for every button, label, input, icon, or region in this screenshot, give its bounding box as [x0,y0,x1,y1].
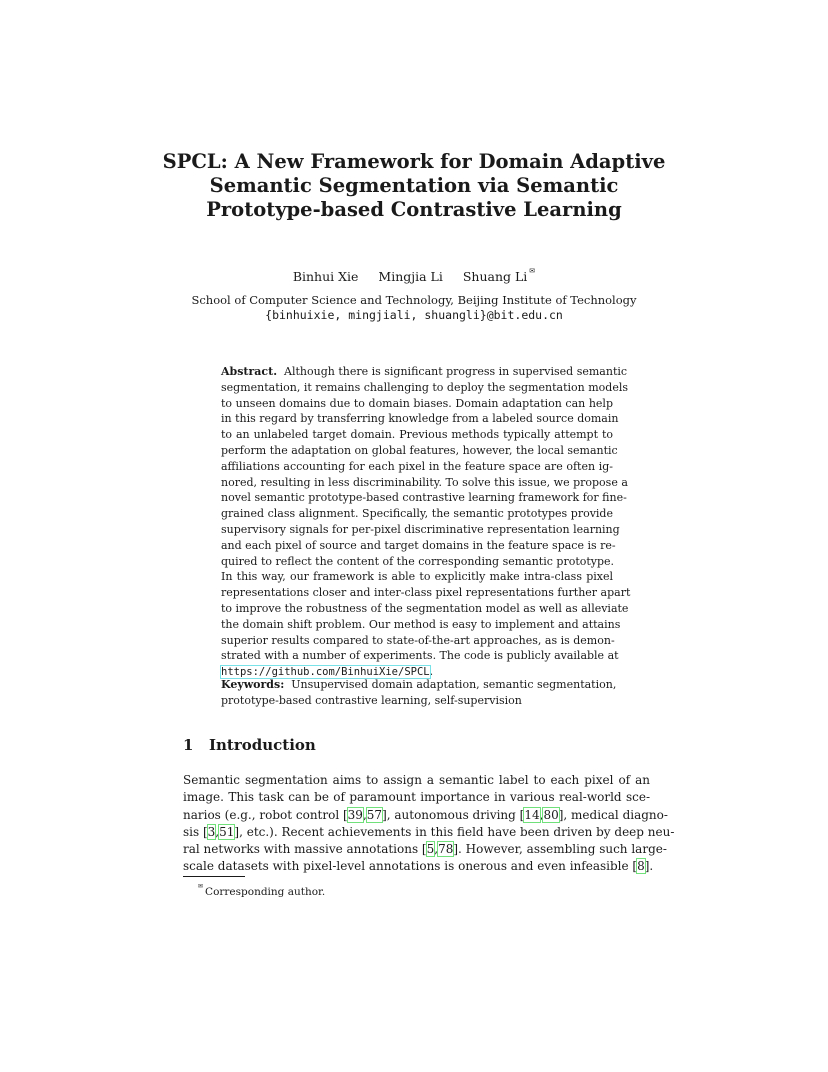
citation-link[interactable]: 80 [543,807,559,822]
body-line: ral networks with massive annotations [5,78]. However, assembling such large- [183,842,667,857]
footnote-text: Corresponding author. [205,886,326,898]
code-link[interactable]: https://github.com/BinhuiXie/SPCL [221,666,430,679]
abstract-line: superior results compared to state-of-the-art approaches, as is demon- [221,633,615,647]
abstract-line: supervisory signals for per-pixel discriminative representation learning [221,522,620,536]
abstract-line: segmentation, it remains challenging to deploy the segmentation models [221,380,628,394]
abstract-line: representations closer and inter-class pixel representations further apart [221,586,631,600]
envelope-icon: ✉ [198,883,204,890]
abstract-line: the domain shift problem. Our method is easy to implement and attains [221,617,621,631]
citation-link[interactable]: 3 [207,824,216,839]
footnote [198,880,325,899]
author-emails: {binhuixie, mingjiali, shuangli}@bit.edu.cn [265,308,563,322]
abstract-line: In this way, our framework is able to explicitly make intra-class pixel [221,570,613,584]
title-line-3: Prototype-based Contrastive Learning [206,198,622,221]
citation-link[interactable]: 8 [637,859,645,874]
abstract-line: novel semantic prototype-based contrastive learning framework for fine- [221,491,627,505]
citation-link[interactable]: 39 [347,807,363,822]
envelope-icon: ✉ [529,267,536,275]
section-heading [183,735,316,755]
author-3 [463,269,535,284]
abstract-line: grained class alignment. Specifically, the semantic prototypes provide [221,507,613,521]
paper-title [150,150,678,222]
intro-paragraph [183,772,675,876]
affiliation: School of Computer Science and Technology, Beijing Institute of Technology [191,293,637,307]
abstract-line: to unseen domains due to domain biases. Domain adaptation can help [221,396,613,410]
abstract-line: to improve the robustness of the segmentation model as well as alleviate [221,601,629,615]
abstract-line: strated with a number of experiments. The code is publicly available at [221,649,619,663]
section-title: Introduction [209,736,316,754]
body-line: image. This task can be of paramount importance in various real-world sce- [183,790,650,805]
abstract-line: in this regard by transferring knowledge from a labeled source domain [221,412,619,426]
keywords [221,677,617,709]
footnote-rule [183,876,245,877]
author-2: Mingjia Li [378,269,443,284]
author-3-name: Shuang Li [462,269,528,284]
abstract-line: and each pixel of source and target domains in the feature space is re- [221,538,616,552]
abstract-line: quired to reflect the content of the corresponding semantic prototype. [221,554,615,568]
abstract-line: nored, resulting in less discriminability. To solve this issue, we propose a [221,475,628,489]
citation-link[interactable]: 57 [366,807,383,822]
title-line-2: Semantic Segmentation via Semantic [209,174,619,197]
citation-link[interactable]: 78 [438,842,454,857]
keywords-line: Keywords: Unsupervised domain adaptation, semantic segmentation, [221,678,617,691]
abstract-line: Abstract. Although there is significant progress in supervised semantic [221,365,628,378]
citation-link[interactable]: 5 [426,842,435,857]
author-1: Binhui Xie [292,269,359,284]
abstract [221,364,631,680]
citation-link[interactable]: 14 [524,807,540,822]
abstract-line: perform the adaptation on global features, however, the local semantic [221,443,618,457]
abstract-line: https://github.com/BinhuiXie/SPCL. [221,665,434,679]
abstract-line: affiliations accounting for each pixel in the feature space are often ig- [221,459,613,473]
body-line: sis [3,51], etc.). Recent achievements in this field have been driven by deep neu- [183,824,675,839]
abstract-line: to an unlabeled target domain. Previous methods typically attempt to [221,428,613,442]
section-number: 1 [183,736,194,754]
keywords-label: Keywords: [221,678,285,691]
citation-link[interactable]: 51 [219,824,235,839]
abstract-label: Abstract. [221,365,278,378]
title-line-1: SPCL: A New Framework for Domain Adaptive [162,150,666,173]
body-line: Semantic segmentation aims to assign a semantic label to each pixel of an [183,773,650,787]
keywords-line: prototype-based contrastive learning, self-supervision [221,693,522,707]
body-line: narios (e.g., robot control [39,57], autonomous driving [14,80], medical diagno- [183,807,668,822]
body-line: scale datasets with pixel-level annotations is onerous and even infeasible [8]. [183,859,654,874]
author-list [150,262,678,286]
